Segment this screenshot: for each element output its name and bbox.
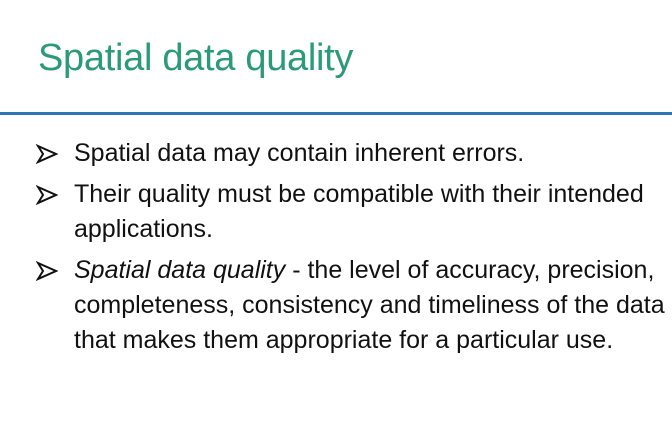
bullet-list: [36, 136, 666, 364]
bullet-item: [36, 177, 666, 247]
bullet-text: Their quality must be compatible with their intended applications.: [74, 180, 644, 243]
arrowhead-bullet-icon: [36, 185, 58, 205]
bullet-item: [36, 253, 666, 358]
slide-title: Spatial data quality: [38, 37, 354, 79]
bullet-text: Spatial data may contain inherent errors.: [74, 139, 525, 167]
definition-text: - the level of accuracy, precision, completeness, consistency and timeliness of the data that makes them appropriate for a particular use.: [74, 256, 665, 354]
definition-term: Spatial data quality: [74, 256, 286, 284]
title-divider: [0, 112, 672, 115]
arrowhead-bullet-icon: [36, 144, 58, 164]
arrowhead-bullet-icon: [36, 261, 58, 281]
bullet-item: [36, 136, 666, 171]
